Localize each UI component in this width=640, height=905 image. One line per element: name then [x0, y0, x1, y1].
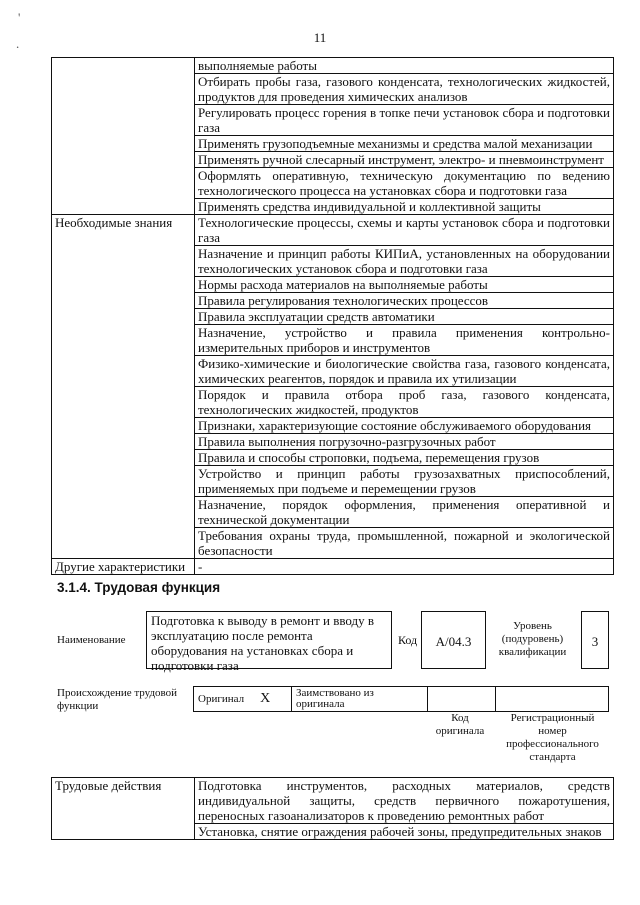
table-cell: Физико-химические и биологические свойства газа, газового конденсата, химических реагентов, порядок и правила их утилизации [195, 356, 614, 387]
code-label: Код [398, 633, 418, 647]
table-cell: Отбирать пробы газа, газового конденсата, технологических жидкостей, продуктов для проведения химических анализов [195, 74, 614, 105]
function-name-value: Подготовка к выводу в ремонт и вводу в эксплуатацию после ремонта оборудования на установках сбора и подготовки газа [146, 611, 392, 669]
table-cell: Правила регулирования технологических процессов [195, 293, 614, 309]
table-cell: Признаки, характеризующие состояние обслуживаемого оборудования [195, 418, 614, 434]
margin-mark: ' [18, 10, 21, 25]
row-group-label: Другие характеристики [52, 559, 195, 575]
actions-table [51, 777, 614, 840]
skills-table [51, 57, 614, 575]
row-group-label [52, 58, 195, 215]
origin-original-cell [194, 687, 292, 712]
origin-label: Происхождение трудовой функции [57, 687, 178, 712]
origin-original-label: Оригинал [198, 693, 245, 705]
table-cell: Устройство и принцип работы грузозахватных приспособлений, применяемых при подъеме и перемещении грузов [195, 466, 614, 497]
table-row [52, 58, 614, 74]
page-number: 11 [313, 30, 327, 45]
table-cell: Порядок и правила отбора проб газа, газового конденсата, технологических жидкостей, продуктов [195, 387, 614, 418]
level-label: Уровень (подуровень) квалификации [498, 620, 567, 658]
origin-reg-cell [496, 687, 609, 712]
caption-reg: Регистрационный номер профессионального стандарта [506, 712, 599, 763]
origin-table [193, 686, 609, 712]
caption-code: Код оригинала [435, 712, 485, 737]
table-cell: Назначение и принцип работы КИПиА, установленных на оборудовании технологических установок сбора и подготовки газа [195, 246, 614, 277]
name-label: Наименование [57, 634, 126, 646]
table-cell: Установка, снятие ограждения рабочей зоны, предупредительных знаков [195, 824, 614, 840]
origin-x-mark: X [260, 691, 271, 706]
table-cell: Назначение, устройство и правила применения контрольно-измерительных приборов и инструментов [195, 325, 614, 356]
table-cell: Требования охраны труда, промышленной, пожарной и экологической безопасности [195, 528, 614, 559]
table-cell: Нормы расхода материалов на выполняемые работы [195, 277, 614, 293]
level-value: 3 [581, 611, 609, 669]
table-cell: Назначение, порядок оформления, применения оперативной и технической документации [195, 497, 614, 528]
table-cell: Оформлять оперативную, техническую документацию по ведению технологического процесса на установках сбора и подготовки газа [195, 168, 614, 199]
table-cell: Технологические процессы, схемы и карты установок сбора и подготовки газа [195, 215, 614, 246]
table-cell: Подготовка инструментов, расходных материалов, средств индивидуальной защиты, средств первичного пожаротушения, переносных газоанализаторов к проведению ремонтных работ [195, 778, 614, 824]
table-row [52, 559, 614, 575]
row-group-label: Трудовые действия [52, 778, 195, 840]
table-cell: Регулировать процесс горения в топке печи установок сбора и подготовки газа [195, 105, 614, 136]
table-row [52, 215, 614, 246]
section-heading: 3.1.4. Трудовая функция [57, 580, 221, 595]
table-cell: выполняемые работы [195, 58, 614, 74]
table-cell: - [195, 559, 614, 575]
function-code-value: А/04.3 [421, 611, 486, 669]
table-row [52, 778, 614, 824]
margin-mark: . [16, 36, 20, 51]
origin-borrowed-cell: Заимствовано из оригинала [292, 687, 428, 712]
table-cell: Применять ручной слесарный инструмент, электро- и пневмоинструмент [195, 152, 614, 168]
table-cell: Применять грузоподъемные механизмы и средства малой механизации [195, 136, 614, 152]
table-cell: Правила выполнения погрузочно-разгрузочных работ [195, 434, 614, 450]
origin-code-cell [428, 687, 496, 712]
table-cell: Правила и способы строповки, подъема, перемещения грузов [195, 450, 614, 466]
table-cell: Применять средства индивидуальной и коллективной защиты [195, 199, 614, 215]
row-group-label: Необходимые знания [52, 215, 195, 559]
table-cell: Правила эксплуатации средств автоматики [195, 309, 614, 325]
